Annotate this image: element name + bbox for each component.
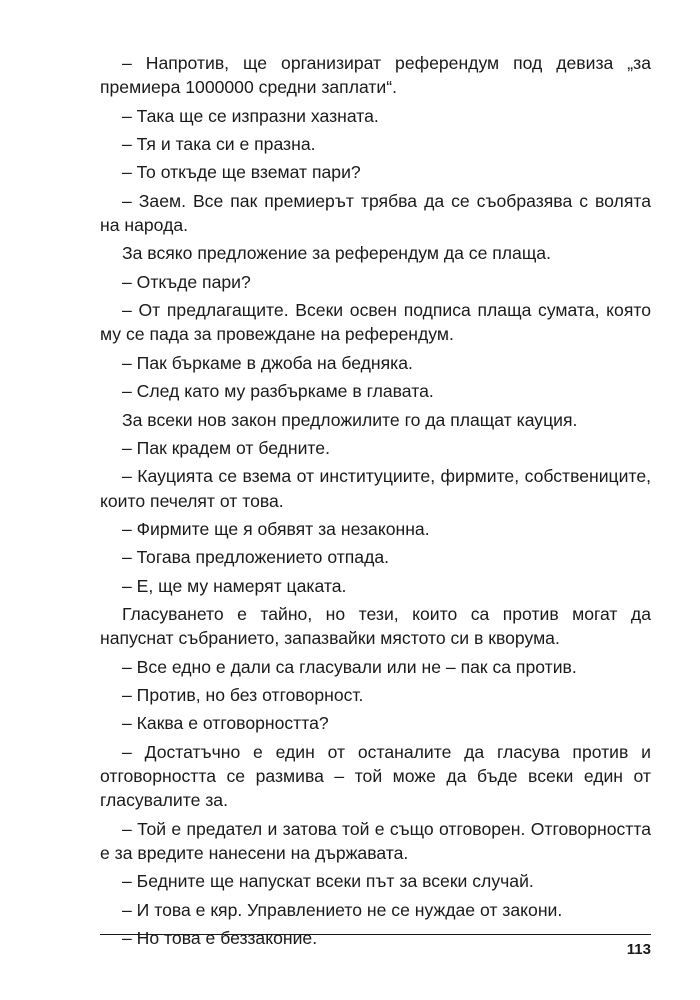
footer-divider <box>100 934 651 935</box>
paragraph: – Заем. Все пак премиерът трябва да се съобразява с волята на народа. <box>100 190 651 235</box>
paragraph: – Така ще се изпразни хазната. <box>122 105 379 126</box>
paragraph: – Тогава предложението отпада. <box>122 547 390 568</box>
paragraph: – То откъде ще вземат пари? <box>122 162 361 183</box>
paragraph: – И това е кяр. Управлението не се нуждае от закони. <box>122 899 563 920</box>
paragraph: – Фирмите ще я обявят за незаконна. <box>122 518 430 539</box>
paragraph: – Все едно е дали са гласували или не – пак са против. <box>122 656 577 677</box>
paragraph: – Против, но без отговорност. <box>122 685 364 706</box>
paragraph: – Кауцията се взема от институциите, фирмите, собствениците, които печелят от това. <box>100 466 651 511</box>
paragraph: – Достатъчно е един от останалите да гласува против и отговорността се размива – той може да бъде всеки един от гласувалите за. <box>100 741 651 811</box>
paragraph: – Е, ще му намерят цаката. <box>122 575 347 596</box>
paragraph: – Напротив, ще организират референдум под девиза „за премиера 1000000 средни заплати“. <box>100 53 651 98</box>
paragraph: – Тя и така си е празна. <box>122 133 316 154</box>
paragraph: Гласуването е тайно, но тези, които са против могат да напуснат събранието, запазвайки мястото си в кворума. <box>100 604 651 649</box>
paragraph: – Пак крадем от бедните. <box>122 437 330 458</box>
paragraph: – Откъде пари? <box>122 271 251 292</box>
paragraph: – От предлагащите. Всеки освен подписа плаща сумата, която му се пада за провеждане на референдум. <box>100 300 651 345</box>
paragraph: – Пак бъркаме в джоба на бедняка. <box>122 352 413 373</box>
paragraph: За всяко предложение за референдум да се плаща. <box>122 243 551 264</box>
page-number: 113 <box>626 941 651 958</box>
paragraph: За всеки нов закон предложилите го да плащат кауция. <box>122 409 578 430</box>
page-body-text <box>100 51 651 954</box>
paragraph: – Но това е беззаконие. <box>122 928 318 948</box>
paragraph: – След като му разбъркаме в главата. <box>122 381 434 402</box>
paragraph: – Бедните ще напускат всеки път за всеки случай. <box>122 871 534 892</box>
paragraph: – Той е предател и затова той е също отговорен. Отговорността е за вредите нанесени на държавата. <box>100 818 651 863</box>
paragraph: – Каква е отговорността? <box>122 713 329 734</box>
